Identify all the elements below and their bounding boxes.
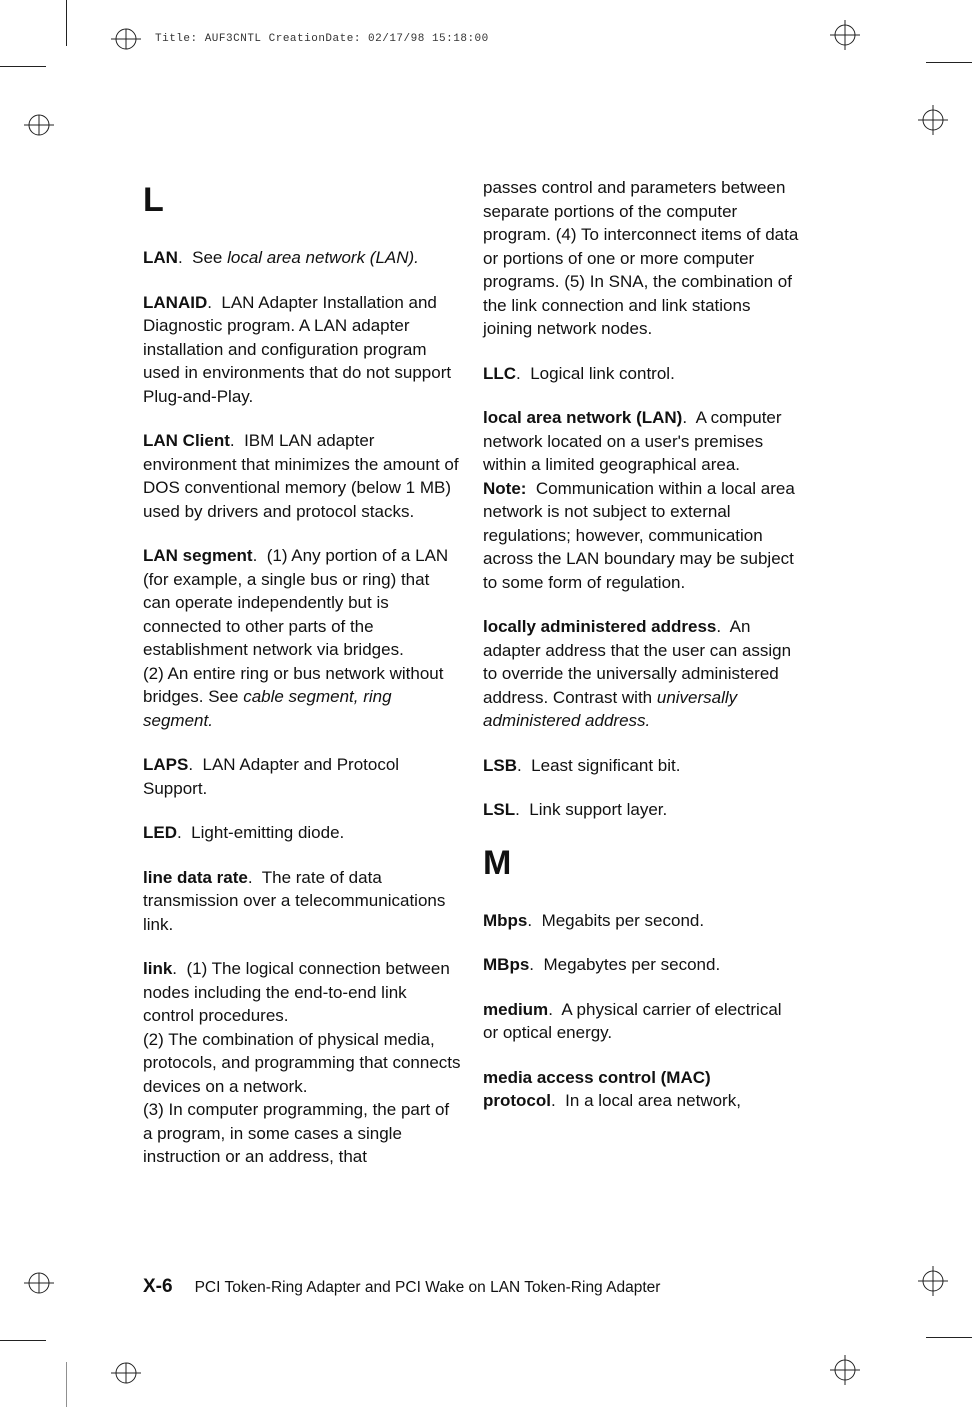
- glossary-entry: LAN segment. (1) Any portion of a LAN (for example, a single bus or ring) that can operate independently but is connected to other parts of the establishment network via bridges. (2) An entire ring or bus network without bridges. See cable segment, ring segment.: [143, 546, 449, 730]
- glossary-right-column: [483, 176, 801, 1134]
- crop-mark-top-left-vertical: [66, 0, 67, 46]
- cross-reference: cable segment, ring segment.: [143, 687, 392, 730]
- glossary-entry: LED. Light-emitting diode.: [143, 823, 345, 842]
- glossary-definition: The rate of data transmission over a telecommunications link.: [143, 867, 446, 934]
- glossary-definition-part: (2) The combination of physical media, protocols, and programming that connects devices on a network.: [143, 1029, 461, 1096]
- glossary-entry: Mbps. Megabits per second.: [483, 910, 705, 930]
- glossary-entry: line data rate. The rate of data transmission over a telecommunications link.: [143, 867, 446, 934]
- glossary-entry: LAN Client. IBM LAN adapter environment that minimizes the amount of DOS conventional memory (below 1 MB) used by drivers and protocol stacks.: [143, 431, 459, 521]
- glossary-definition: A computer network located on a user's premises within a limited geographical area.: [483, 408, 782, 474]
- registration-mark-icon: [24, 1268, 54, 1298]
- glossary-definition: IBM LAN adapter environment that minimizes the amount of DOS conventional memory (below 1 MB) used by drivers and protocol stacks.: [143, 431, 459, 521]
- crop-mark-top-right-horizontal: [926, 62, 972, 63]
- glossary-term: local area network (LAN): [483, 408, 683, 427]
- glossary-definition: Megabits per second.: [541, 910, 705, 930]
- registration-mark-icon: [111, 24, 141, 54]
- glossary-definition-part: (2) An entire ring or bus network without bridges. See: [143, 663, 444, 706]
- note-text: Communication within a local area network is not subject to external regulations; however, communication across the LAN boundary may be subject to some form of regulation.: [483, 478, 795, 592]
- glossary-definition: Least significant bit.: [531, 755, 681, 775]
- glossary-definition: Megabytes per second.: [543, 955, 721, 974]
- glossary-definition-part: (3) In computer programming, the part of a program, in some cases a single instruction or an address, that: [143, 1100, 450, 1166]
- glossary-term: link: [143, 959, 173, 978]
- section-letter: L: [143, 181, 164, 219]
- registration-mark-icon: [918, 105, 948, 135]
- glossary-definition: A physical carrier of electrical or optical energy.: [483, 999, 782, 1042]
- glossary-entry: MBps. Megabytes per second.: [483, 955, 721, 974]
- glossary-definition: Logical link control.: [530, 363, 675, 383]
- crop-mark-bottom-left-vertical: [66, 1362, 67, 1407]
- section-letter: M: [483, 843, 512, 882]
- glossary-entry: LLC. Logical link control.: [483, 363, 675, 383]
- registration-mark-icon: [24, 110, 54, 140]
- glossary-entry: LANAID. LAN Adapter Installation and Diagnostic program. A LAN adapter installation and configuration program used in environments that do not support Plug-and-Play.: [143, 292, 452, 406]
- glossary-term: LAPS: [143, 755, 189, 774]
- glossary-term: media access control (MAC) protocol: [483, 1067, 711, 1110]
- glossary-definition: (1) The logical connection between nodes including the end-to-end link control procedures.: [143, 959, 450, 1025]
- glossary-definition: In a local area network,: [565, 1091, 741, 1110]
- registration-mark-icon: [830, 1355, 860, 1385]
- glossary-term: locally administered address: [483, 617, 717, 636]
- glossary-entry: LSB. Least significant bit.: [483, 755, 681, 775]
- glossary-term: LAN: [143, 248, 178, 267]
- glossary-term: LANAID: [143, 292, 208, 312]
- glossary-continuation: passes control and parameters between separate portions of the computer program. (4) To interconnect items of data or portions of one or more computer programs. (5) In SNA, the combination of the link connection and link stations joining network nodes.: [483, 178, 799, 338]
- glossary-definition: An adapter address that the user can assign to override the universally administered address. Contrast with: [483, 617, 792, 707]
- crop-mark-bottom-left-horizontal: [0, 1340, 46, 1341]
- cross-reference: local area network (LAN).: [227, 248, 419, 267]
- glossary-entry: LAPS. LAN Adapter and Protocol Support.: [143, 755, 400, 798]
- glossary-term: LED: [143, 823, 177, 842]
- crop-mark-bottom-right-horizontal: [926, 1337, 972, 1338]
- glossary-entry: medium. A physical carrier of electrical or optical energy.: [483, 999, 782, 1042]
- glossary-entry: local area network (LAN). A computer network located on a user's premises within a limited geographical area. Note: Communication within a local area network is not subject to external regulations; however, communication across the LAN boundary may be subject to some form of regulation.: [483, 408, 795, 592]
- glossary-definition: (1) Any portion of a LAN (for example, a single bus or ring) that can operate independently but is connected to other parts of the establishment network via bridges.: [143, 546, 449, 659]
- glossary-term: Mbps: [483, 910, 528, 930]
- crop-mark-top-left-horizontal: [0, 66, 46, 67]
- glossary-term: LLC: [483, 363, 517, 383]
- page-footer: [143, 1276, 660, 1298]
- glossary-term: LSB: [483, 755, 517, 775]
- page-number: X-6: [143, 1276, 173, 1297]
- glossary-left-column: [143, 180, 461, 1190]
- registration-mark-icon: [918, 1266, 948, 1296]
- glossary-term: LAN Client: [143, 431, 230, 450]
- glossary-definition: LAN Adapter and Protocol Support.: [143, 755, 400, 798]
- glossary-entry: LSL. Link support layer.: [483, 800, 668, 819]
- glossary-definition: LAN Adapter Installation and Diagnostic program. A LAN adapter installation and configuration program used in environments that do not support Plug-and-Play.: [143, 292, 452, 406]
- glossary-term: LSL: [483, 800, 516, 819]
- book-title: PCI Token-Ring Adapter and PCI Wake on LAN Token-Ring Adapter: [194, 1279, 661, 1296]
- print-metadata: Title: AUF3CNTL CreationDate: 02/17/98 15:18:00: [155, 33, 489, 45]
- glossary-definition: Link support layer.: [529, 800, 668, 819]
- glossary-entry: link. (1) The logical connection between nodes including the end-to-end link control procedures. (2) The combination of physical media, protocols, and programming that connects devices on a network. (3) In computer programming, the part of a program, in some cases a single instruction or an address, that: [143, 957, 461, 1169]
- note-label: Note:: [483, 478, 527, 498]
- glossary-term: LAN segment: [143, 546, 253, 565]
- glossary-entry: media access control (MAC) protocol. In a local area network,: [483, 1067, 741, 1110]
- glossary-term: medium: [483, 999, 549, 1019]
- glossary-entry: locally administered address. An adapter address that the user can assign to override the universally administered address. Contrast with universally administered address.: [483, 617, 792, 730]
- glossary-term: line data rate: [143, 867, 248, 887]
- registration-mark-icon: [830, 20, 860, 50]
- registration-mark-icon: [111, 1358, 141, 1388]
- glossary-definition: See: [192, 248, 228, 267]
- glossary-term: MBps: [483, 955, 530, 974]
- cross-reference: universally administered address.: [483, 687, 738, 730]
- glossary-definition: Light-emitting diode.: [191, 823, 345, 842]
- glossary-entry: LAN. See local area network (LAN).: [143, 248, 419, 267]
